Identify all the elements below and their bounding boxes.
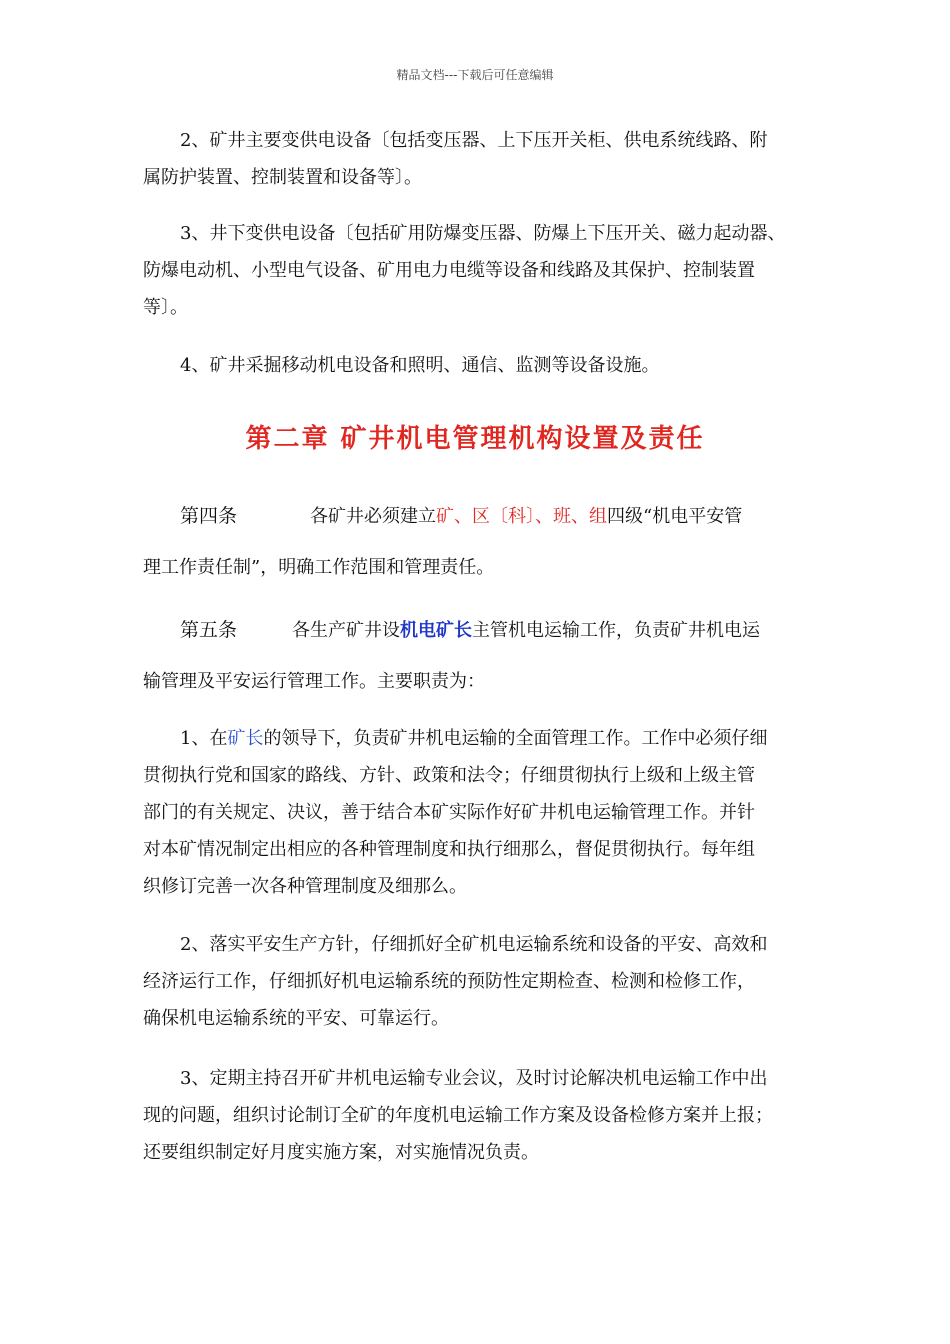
text-span: 各生产矿井设 bbox=[292, 620, 400, 641]
text-line: 部门的有关规定、决议，善于结合本矿实际作好矿井机电运输管理工作。并针 bbox=[143, 802, 755, 823]
text-line: 还要组织制定好月度实施方案，对实施情况负责。 bbox=[143, 1142, 539, 1163]
text-line: 2、矿井主要变供电设备〔包括变压器、上下压开关柜、供电系统线路、附 bbox=[180, 130, 768, 151]
text-span: 各矿井必须建立 bbox=[310, 506, 436, 527]
text-line: 经济运行工作，仔细抓好机电运输系统的预防性定期检查、检测和检修工作， bbox=[143, 971, 755, 992]
page-header: 精品文档---下载后可任意编辑 bbox=[396, 68, 554, 82]
duty-1-line-1 bbox=[143, 720, 818, 757]
text-span: 四级“机电平安管 bbox=[607, 506, 743, 527]
text-line: 理工作责任制”，明确工作范围和管理责任。 bbox=[143, 557, 495, 578]
article-5 bbox=[143, 604, 818, 708]
text-line: 输管理及平安运行管理工作。主要职责为： bbox=[143, 671, 485, 692]
text-line: 现的问题，组织讨论制订全矿的年度机电运输工作方案及设备检修方案并上报； bbox=[143, 1105, 773, 1126]
highlight-blue-text: 机电矿长 bbox=[400, 620, 472, 641]
text-line: 3、定期主持召开矿井机电运输专业会议，及时讨论解决机电运输工作中出 bbox=[180, 1068, 768, 1089]
paragraph-item-3 bbox=[143, 215, 818, 326]
text-line: 属防护装置、控制装置和设备等〕。 bbox=[143, 167, 422, 188]
text-line: 确保机电运输系统的平安、可靠运行。 bbox=[143, 1008, 449, 1029]
text-line: 4、矿井采掘移动机电设备和照明、通信、监测等设备设施。 bbox=[180, 355, 660, 376]
highlight-red-text: 矿、区〔科〕、班、组 bbox=[436, 506, 607, 527]
text-span: 主管机电运输工作，负责矿井机电运 bbox=[472, 620, 760, 641]
paragraph-item-2 bbox=[143, 122, 818, 196]
paragraph-duty-2 bbox=[143, 926, 818, 1037]
text-line: 3、井下变供电设备〔包括矿用防爆变压器、防爆上下压开关、磁力起动器、 bbox=[180, 223, 786, 244]
text-line: 防爆电动机、小型电气设备、矿用电力电缆等设备和线路及其保护、控制装置 bbox=[143, 260, 755, 281]
article-4-label: 第四条 bbox=[180, 505, 238, 527]
text-line: 贯彻执行党和国家的路线、方针、政策和法令；仔细贯彻执行上级和上级主管 bbox=[143, 765, 755, 786]
text-span: 1、在 bbox=[180, 728, 228, 749]
article-4 bbox=[143, 490, 818, 594]
text-line: 2、落实平安生产方针，仔细抓好全矿机电运输系统和设备的平安、高效和 bbox=[180, 934, 768, 955]
chapter-title: 第二章 矿井机电管理机构设置及责任 bbox=[245, 424, 705, 454]
paragraph-duty-3 bbox=[143, 1060, 818, 1171]
article-5-line-1 bbox=[143, 604, 818, 656]
article-4-line-1 bbox=[143, 490, 818, 542]
text-line: 等〕。 bbox=[143, 297, 188, 318]
highlight-blue-text: 矿长 bbox=[227, 728, 264, 749]
text-line: 对本矿情况制定出相应的各种管理制度和执行细那么，督促贯彻执行。每年组 bbox=[143, 839, 755, 860]
text-line: 织修订完善一次各种管理制度及细那么。 bbox=[143, 876, 467, 897]
paragraph-item-4 bbox=[143, 347, 818, 384]
paragraph-duty-1 bbox=[143, 720, 818, 905]
article-5-label: 第五条 bbox=[180, 619, 238, 641]
text-span: 的领导下，负责矿井机电运输的全面管理工作。工作中必须仔细 bbox=[263, 728, 768, 749]
